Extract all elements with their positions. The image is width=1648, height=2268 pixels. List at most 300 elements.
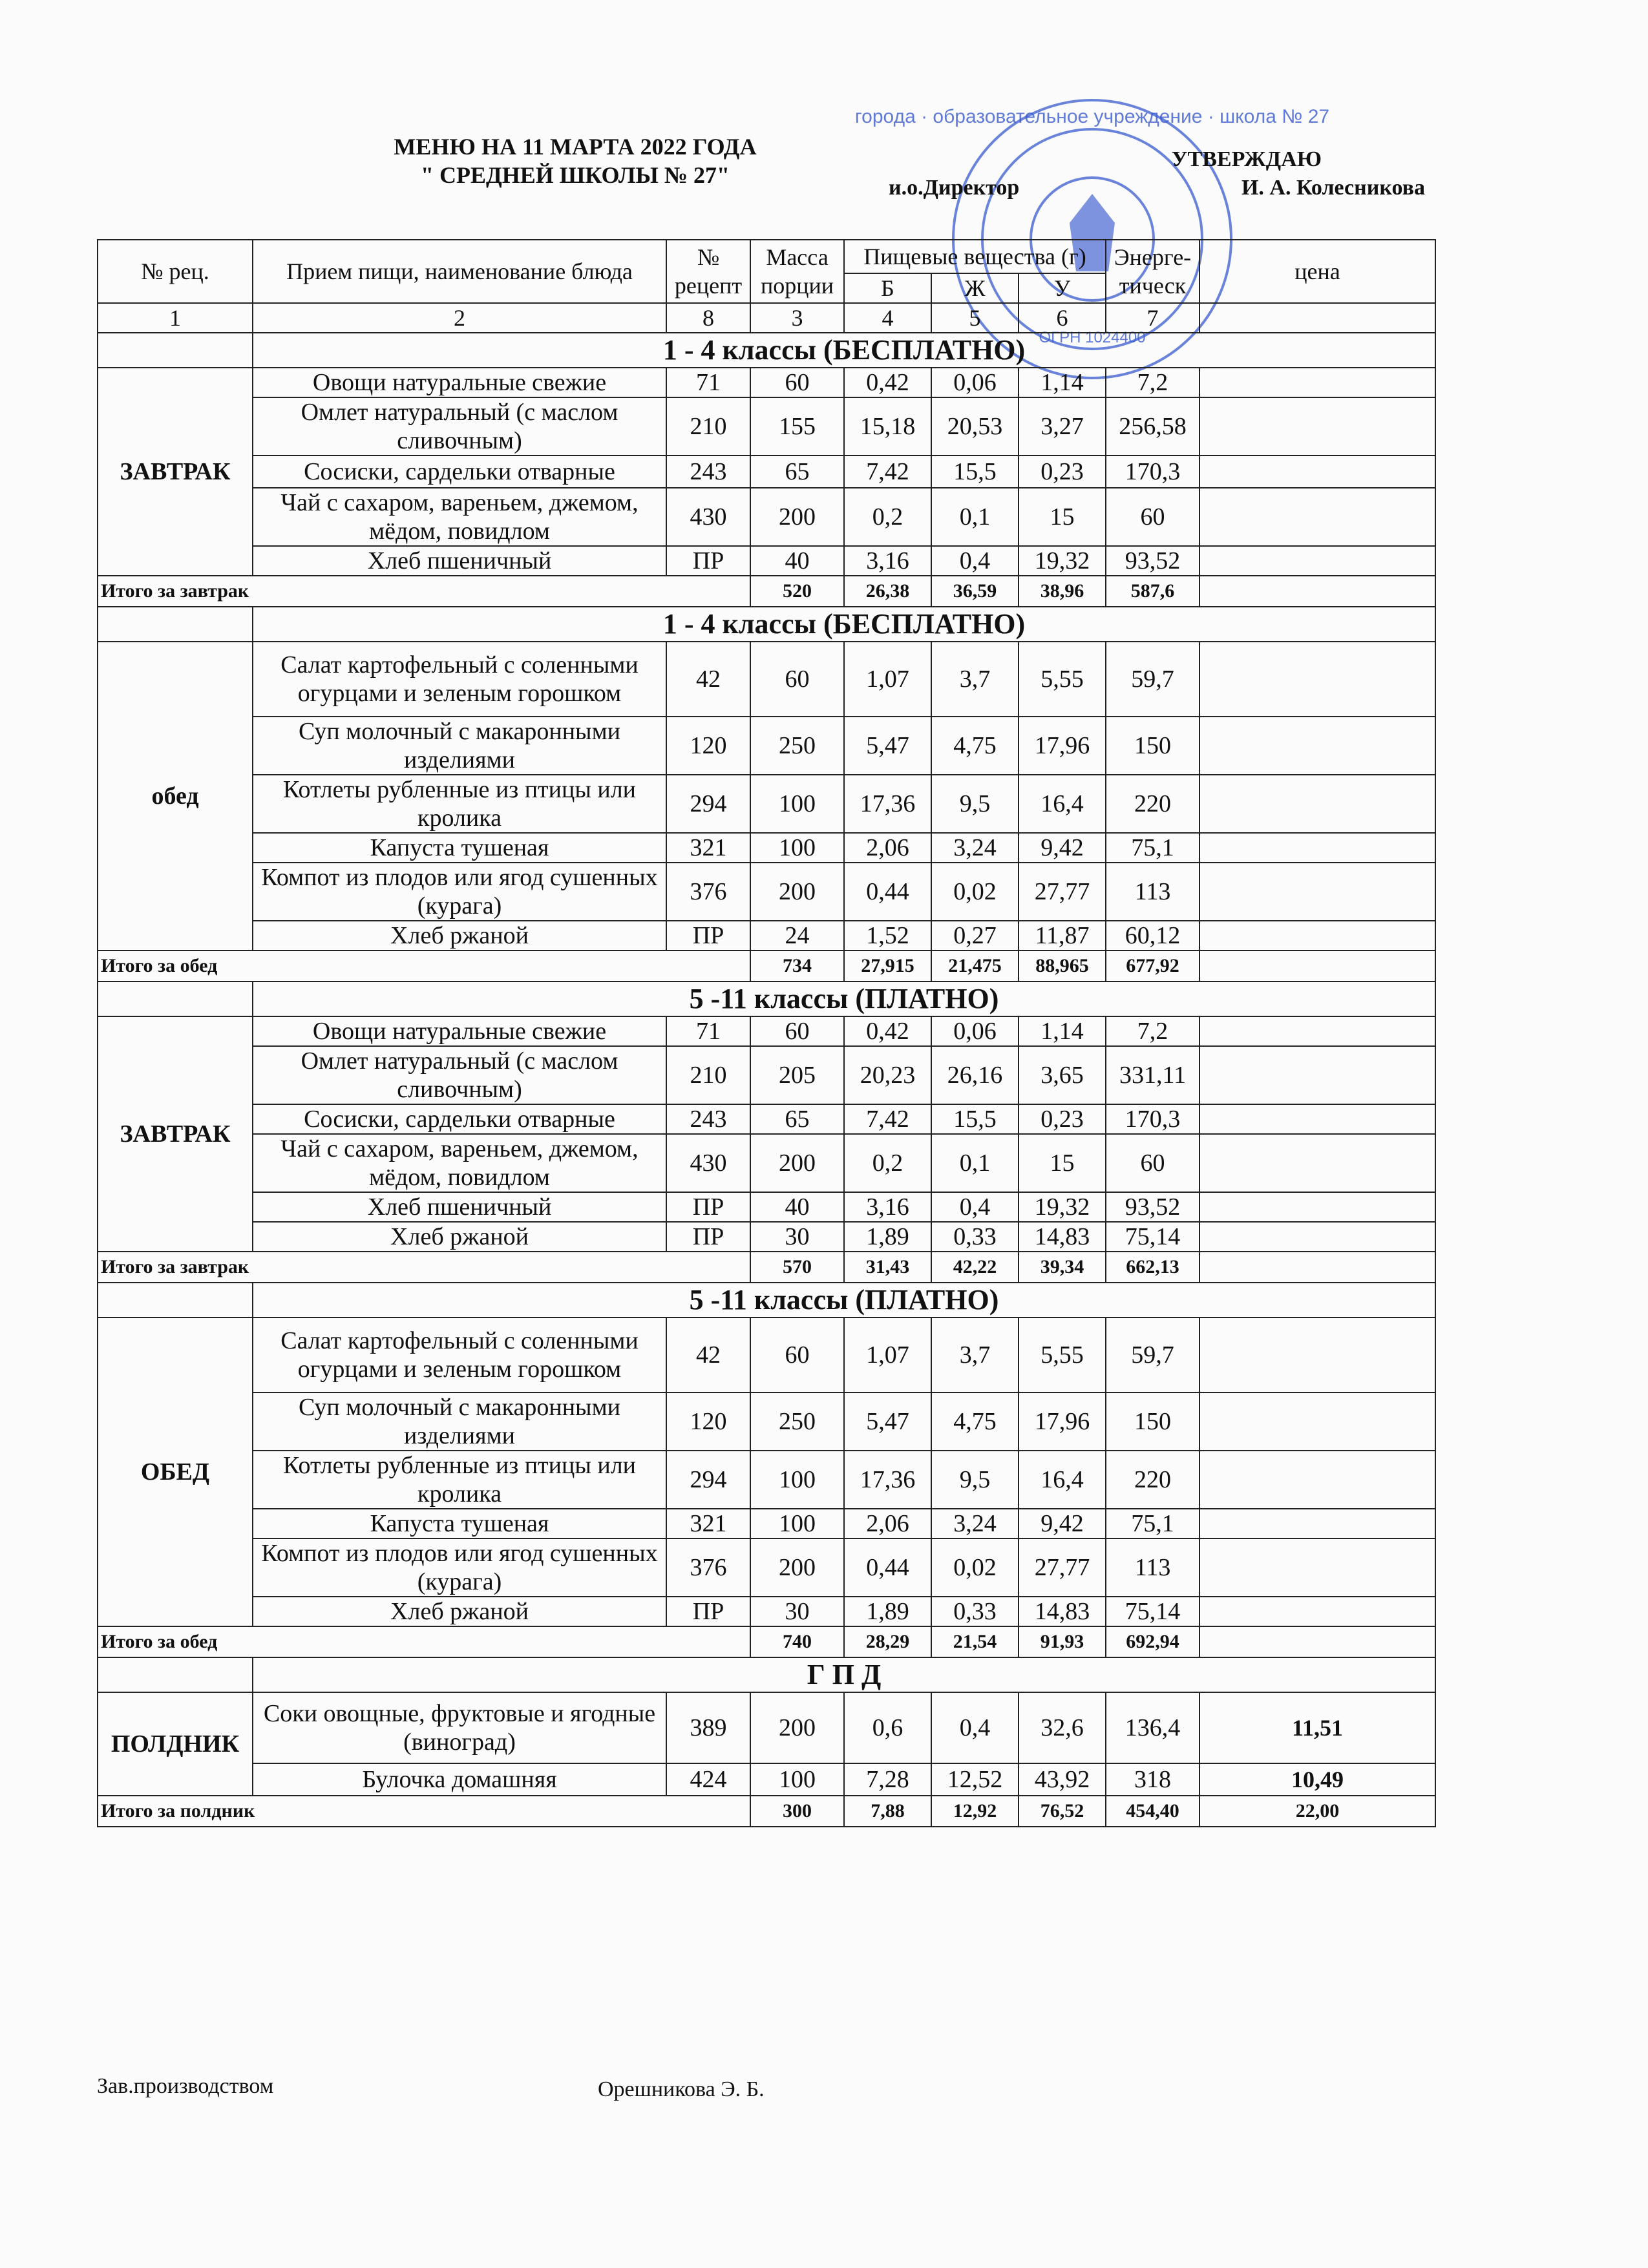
dish-name: Компот из плодов или ягод сушенных (курага): [253, 1538, 666, 1597]
cell-mass: 60: [750, 1318, 844, 1392]
cell-zh: 0,02: [931, 1538, 1019, 1597]
cell-zh: 0,4: [931, 1192, 1019, 1222]
cell-mass: 100: [750, 775, 844, 833]
cell-zh: 20,53: [931, 397, 1019, 456]
cell-zh: 0,4: [931, 1692, 1019, 1763]
cell-u: 14,83: [1019, 1222, 1106, 1252]
cell-u: 3,27: [1019, 397, 1106, 456]
footer-role: Зав.производством: [97, 2074, 274, 2098]
total-energy: 692,94: [1106, 1626, 1199, 1657]
dish-name: Хлеб пшеничный: [253, 1192, 666, 1222]
cell-recipe: 294: [666, 775, 750, 833]
cell-mass: 200: [750, 1134, 844, 1192]
col-index: 5: [931, 303, 1019, 333]
cell-b: 7,42: [844, 456, 931, 488]
cell-recipe: 389: [666, 1692, 750, 1763]
cell-mass: 30: [750, 1222, 844, 1252]
cell-price: [1199, 1192, 1435, 1222]
cell-zh: 0,33: [931, 1222, 1019, 1252]
menu-row: [98, 546, 1435, 576]
cell-b: 0,42: [844, 1016, 931, 1046]
dish-name: Хлеб ржаной: [253, 921, 666, 950]
total-b: 31,43: [844, 1252, 931, 1283]
cell-zh: 0,06: [931, 368, 1019, 397]
col-index: 6: [1019, 303, 1106, 333]
cell-mass: 100: [750, 1451, 844, 1509]
menu-row: [98, 642, 1435, 717]
total-zh: 21,475: [931, 950, 1019, 982]
total-mass: 740: [750, 1626, 844, 1657]
total-row: [98, 1796, 1435, 1827]
total-energy: 587,6: [1106, 576, 1199, 607]
cell-mass: 200: [750, 488, 844, 546]
cell-b: 1,89: [844, 1597, 931, 1626]
section-spacer: [98, 1283, 253, 1318]
cell-zh: 0,1: [931, 1134, 1019, 1192]
dish-name: Котлеты рубленные из птицы или кролика: [253, 775, 666, 833]
cell-zh: 0,1: [931, 488, 1019, 546]
director-label: и.о.Директор: [889, 176, 1020, 200]
cell-recipe: 120: [666, 1392, 750, 1451]
cell-zh: 3,7: [931, 1318, 1019, 1392]
menu-row: [98, 1451, 1435, 1509]
cell-energy: 75,14: [1106, 1222, 1199, 1252]
col-header-nutrients: Пищевые вещества (г): [844, 240, 1106, 273]
approve-label: УТВЕРЖДАЮ: [1171, 147, 1322, 171]
col-index: 2: [253, 303, 666, 333]
menu-row: [98, 1318, 1435, 1392]
cell-price: [1199, 642, 1435, 717]
cell-b: 1,07: [844, 1318, 931, 1392]
col-header-u: У: [1019, 273, 1106, 303]
cell-b: 5,47: [844, 1392, 931, 1451]
total-energy: 677,92: [1106, 950, 1199, 982]
cell-u: 15: [1019, 488, 1106, 546]
menu-row: [98, 1222, 1435, 1252]
total-zh: 21,54: [931, 1626, 1019, 1657]
menu-row: [98, 1597, 1435, 1626]
dish-name: Хлеб ржаной: [253, 1222, 666, 1252]
menu-row: [98, 456, 1435, 488]
cell-recipe: 243: [666, 1104, 750, 1134]
cell-b: 20,23: [844, 1046, 931, 1104]
total-u: 38,96: [1019, 576, 1106, 607]
cell-u: 0,23: [1019, 456, 1106, 488]
cell-price: [1199, 833, 1435, 863]
cell-u: 0,23: [1019, 1104, 1106, 1134]
cell-recipe: 376: [666, 1538, 750, 1597]
cell-price: [1199, 1451, 1435, 1509]
stamp-ogrn: ОГРН 1024400: [1039, 329, 1146, 346]
total-label: Итого за завтрак: [98, 1252, 750, 1283]
cell-price: [1199, 717, 1435, 775]
cell-u: 11,87: [1019, 921, 1106, 950]
cell-energy: 113: [1106, 863, 1199, 921]
cell-recipe: 243: [666, 456, 750, 488]
cell-u: 16,4: [1019, 1451, 1106, 1509]
cell-recipe: 120: [666, 717, 750, 775]
cell-u: 17,96: [1019, 1392, 1106, 1451]
cell-mass: 40: [750, 1192, 844, 1222]
col-header-recipe: № рецепт: [666, 240, 750, 303]
section-title: Г П Д: [253, 1657, 1435, 1692]
cell-b: 0,44: [844, 863, 931, 921]
cell-price: [1199, 1016, 1435, 1046]
dish-name: Омлет натуральный (с маслом сливочным): [253, 1046, 666, 1104]
stamp-ring-text: города · образовательное учреждение · школа № 27: [854, 106, 1330, 127]
menu-row: [98, 397, 1435, 456]
col-index: 8: [666, 303, 750, 333]
cell-u: 3,65: [1019, 1046, 1106, 1104]
menu-row: [98, 717, 1435, 775]
cell-energy: 60: [1106, 1134, 1199, 1192]
total-b: 26,38: [844, 576, 931, 607]
cell-price: [1199, 1392, 1435, 1451]
cell-price: [1199, 775, 1435, 833]
cell-energy: 93,52: [1106, 1192, 1199, 1222]
col-header-price: цена: [1199, 240, 1435, 303]
total-price: 22,00: [1199, 1796, 1435, 1827]
total-price: [1199, 576, 1435, 607]
cell-energy: 220: [1106, 775, 1199, 833]
cell-energy: 331,11: [1106, 1046, 1199, 1104]
dish-name: Овощи натуральные свежие: [253, 1016, 666, 1046]
cell-energy: 7,2: [1106, 1016, 1199, 1046]
cell-b: 7,28: [844, 1763, 931, 1796]
menu-row: [98, 368, 1435, 397]
cell-zh: 0,02: [931, 863, 1019, 921]
menu-title: [349, 132, 801, 189]
cell-zh: 4,75: [931, 717, 1019, 775]
cell-recipe: 210: [666, 1046, 750, 1104]
cell-price: [1199, 1134, 1435, 1192]
cell-mass: 100: [750, 1763, 844, 1796]
total-u: 88,965: [1019, 950, 1106, 982]
cell-recipe: 71: [666, 368, 750, 397]
total-zh: 42,22: [931, 1252, 1019, 1283]
cell-zh: 0,4: [931, 546, 1019, 576]
section-spacer: [98, 1657, 253, 1692]
meal-label: ЗАВТРАК: [98, 368, 253, 576]
cell-recipe: 321: [666, 1509, 750, 1538]
cell-zh: 12,52: [931, 1763, 1019, 1796]
cell-zh: 0,27: [931, 921, 1019, 950]
dish-name: Омлет натуральный (с маслом сливочным): [253, 397, 666, 456]
cell-b: 15,18: [844, 397, 931, 456]
cell-price: [1199, 1509, 1435, 1538]
cell-zh: 3,7: [931, 642, 1019, 717]
cell-zh: 9,5: [931, 775, 1019, 833]
total-u: 91,93: [1019, 1626, 1106, 1657]
cell-energy: 7,2: [1106, 368, 1199, 397]
cell-recipe: 294: [666, 1451, 750, 1509]
cell-u: 27,77: [1019, 1538, 1106, 1597]
total-row: [98, 1252, 1435, 1283]
cell-u: 19,32: [1019, 1192, 1106, 1222]
cell-b: 1,52: [844, 921, 931, 950]
cell-price: [1199, 397, 1435, 456]
cell-recipe: 42: [666, 1318, 750, 1392]
dish-name: Булочка домашняя: [253, 1763, 666, 1796]
menu-row: [98, 1763, 1435, 1796]
total-label: Итого за обед: [98, 950, 750, 982]
dish-name: Суп молочный с макаронными изделиями: [253, 717, 666, 775]
section-spacer: [98, 982, 253, 1016]
title-line-2: " СРЕДНЕЙ ШКОЛЫ № 27": [420, 162, 730, 188]
menu-row: [98, 1692, 1435, 1763]
cell-price: [1199, 921, 1435, 950]
cell-price: [1199, 1104, 1435, 1134]
cell-energy: 75,1: [1106, 833, 1199, 863]
dish-name: Капуста тушеная: [253, 1509, 666, 1538]
cell-energy: 220: [1106, 1451, 1199, 1509]
menu-row: [98, 1538, 1435, 1597]
cell-recipe: 71: [666, 1016, 750, 1046]
cell-energy: 170,3: [1106, 456, 1199, 488]
total-price: [1199, 1252, 1435, 1283]
cell-u: 5,55: [1019, 642, 1106, 717]
cell-energy: 256,58: [1106, 397, 1199, 456]
menu-row: [98, 488, 1435, 546]
menu-row: [98, 1392, 1435, 1451]
col-index: 1: [98, 303, 253, 333]
cell-b: 7,42: [844, 1104, 931, 1134]
cell-energy: 59,7: [1106, 642, 1199, 717]
cell-u: 1,14: [1019, 1016, 1106, 1046]
total-label: Итого за завтрак: [98, 576, 750, 607]
cell-recipe: 210: [666, 397, 750, 456]
cell-recipe: ПР: [666, 1192, 750, 1222]
cell-recipe: 42: [666, 642, 750, 717]
cell-price: [1199, 863, 1435, 921]
col-index: 7: [1106, 303, 1199, 333]
cell-mass: 40: [750, 546, 844, 576]
cell-energy: 75,1: [1106, 1509, 1199, 1538]
total-energy: 662,13: [1106, 1252, 1199, 1283]
cell-energy: 170,3: [1106, 1104, 1199, 1134]
cell-recipe: ПР: [666, 1597, 750, 1626]
section-spacer: [98, 607, 253, 642]
dish-name: Чай с сахаром, вареньем, джемом, мёдом, повидлом: [253, 488, 666, 546]
cell-price: [1199, 1318, 1435, 1392]
cell-u: 14,83: [1019, 1597, 1106, 1626]
cell-energy: 150: [1106, 717, 1199, 775]
col-index: 4: [844, 303, 931, 333]
menu-table: [97, 239, 1436, 1827]
cell-zh: 26,16: [931, 1046, 1019, 1104]
cell-mass: 65: [750, 1104, 844, 1134]
menu-row: [98, 775, 1435, 833]
cell-energy: 318: [1106, 1763, 1199, 1796]
menu-row: [98, 1104, 1435, 1134]
cell-b: 1,07: [844, 642, 931, 717]
cell-price: [1199, 488, 1435, 546]
col-index: 3: [750, 303, 844, 333]
section-title: 5 -11 классы (ПЛАТНО): [253, 1283, 1435, 1318]
cell-price: [1199, 1046, 1435, 1104]
section-title: 1 - 4 классы (БЕСПЛАТНО): [253, 607, 1435, 642]
total-mass: 570: [750, 1252, 844, 1283]
cell-b: 2,06: [844, 1509, 931, 1538]
cell-b: 0,44: [844, 1538, 931, 1597]
cell-b: 1,89: [844, 1222, 931, 1252]
total-b: 28,29: [844, 1626, 931, 1657]
cell-b: 3,16: [844, 546, 931, 576]
dish-name: Компот из плодов или ягод сушенных (курага): [253, 863, 666, 921]
cell-mass: 65: [750, 456, 844, 488]
cell-recipe: ПР: [666, 1222, 750, 1252]
total-mass: 520: [750, 576, 844, 607]
total-row: [98, 1626, 1435, 1657]
cell-u: 9,42: [1019, 833, 1106, 863]
cell-price: [1199, 456, 1435, 488]
dish-name: Сосиски, сардельки отварные: [253, 456, 666, 488]
cell-recipe: 430: [666, 1134, 750, 1192]
cell-u: 17,96: [1019, 717, 1106, 775]
cell-price: 10,49: [1199, 1763, 1435, 1796]
menu-row: [98, 921, 1435, 950]
cell-u: 5,55: [1019, 1318, 1106, 1392]
dish-name: Салат картофельный с соленными огурцами и зеленым горошком: [253, 642, 666, 717]
meal-label: ОБЕД: [98, 1318, 253, 1626]
menu-row: [98, 1509, 1435, 1538]
cell-u: 27,77: [1019, 863, 1106, 921]
col-header-dish: Прием пищи, наименование блюда: [253, 240, 666, 303]
cell-mass: 100: [750, 1509, 844, 1538]
dish-name: Соки овощные, фруктовые и ягодные (виноград): [253, 1692, 666, 1763]
total-b: 7,88: [844, 1796, 931, 1827]
meal-label: ЗАВТРАК: [98, 1016, 253, 1252]
total-label: Итого за обед: [98, 1626, 750, 1657]
total-price: [1199, 1626, 1435, 1657]
cell-price: 11,51: [1199, 1692, 1435, 1763]
total-u: 76,52: [1019, 1796, 1106, 1827]
cell-recipe: 321: [666, 833, 750, 863]
section-title: 1 - 4 классы (БЕСПЛАТНО): [253, 333, 1435, 368]
col-header-b: Б: [844, 273, 931, 303]
menu-row: [98, 1046, 1435, 1104]
cell-recipe: 424: [666, 1763, 750, 1796]
dish-name: Овощи натуральные свежие: [253, 368, 666, 397]
total-mass: 300: [750, 1796, 844, 1827]
total-energy: 454,40: [1106, 1796, 1199, 1827]
cell-price: [1199, 368, 1435, 397]
cell-mass: 24: [750, 921, 844, 950]
total-zh: 12,92: [931, 1796, 1019, 1827]
dish-name: Чай с сахаром, вареньем, джемом, мёдом, повидлом: [253, 1134, 666, 1192]
cell-mass: 200: [750, 1692, 844, 1763]
dish-name: Капуста тушеная: [253, 833, 666, 863]
cell-b: 3,16: [844, 1192, 931, 1222]
total-mass: 734: [750, 950, 844, 982]
cell-b: 2,06: [844, 833, 931, 863]
menu-row: [98, 1192, 1435, 1222]
cell-mass: 30: [750, 1597, 844, 1626]
cell-mass: 200: [750, 863, 844, 921]
cell-b: 0,2: [844, 1134, 931, 1192]
cell-energy: 136,4: [1106, 1692, 1199, 1763]
cell-energy: 93,52: [1106, 546, 1199, 576]
cell-mass: 250: [750, 717, 844, 775]
cell-mass: 155: [750, 397, 844, 456]
col-header-mass: Масса порции: [750, 240, 844, 303]
menu-row: [98, 1134, 1435, 1192]
col-header-energy: Энерге-тическ: [1106, 240, 1199, 303]
col-header-zh: Ж: [931, 273, 1019, 303]
cell-mass: 250: [750, 1392, 844, 1451]
cell-mass: 60: [750, 642, 844, 717]
cell-b: 17,36: [844, 1451, 931, 1509]
total-zh: 36,59: [931, 576, 1019, 607]
cell-energy: 150: [1106, 1392, 1199, 1451]
cell-u: 9,42: [1019, 1509, 1106, 1538]
cell-mass: 60: [750, 1016, 844, 1046]
total-b: 27,915: [844, 950, 931, 982]
cell-energy: 60: [1106, 488, 1199, 546]
cell-b: 17,36: [844, 775, 931, 833]
menu-row: [98, 833, 1435, 863]
dish-name: Хлеб пшеничный: [253, 546, 666, 576]
title-line-1: МЕНЮ НА 11 МАРТА 2022 ГОДА: [394, 134, 757, 160]
dish-name: Сосиски, сардельки отварные: [253, 1104, 666, 1134]
total-u: 39,34: [1019, 1252, 1106, 1283]
director-name: И. А. Колесникова: [1241, 176, 1425, 200]
cell-recipe: 430: [666, 488, 750, 546]
menu-row: [98, 863, 1435, 921]
cell-b: 0,42: [844, 368, 931, 397]
cell-u: 15: [1019, 1134, 1106, 1192]
cell-mass: 200: [750, 1538, 844, 1597]
cell-mass: 205: [750, 1046, 844, 1104]
cell-energy: 60,12: [1106, 921, 1199, 950]
cell-mass: 60: [750, 368, 844, 397]
cell-u: 1,14: [1019, 368, 1106, 397]
meal-label: ПОЛДНИК: [98, 1692, 253, 1796]
cell-recipe: ПР: [666, 921, 750, 950]
meal-label: обед: [98, 642, 253, 950]
cell-energy: 113: [1106, 1538, 1199, 1597]
cell-b: 0,2: [844, 488, 931, 546]
cell-zh: 3,24: [931, 1509, 1019, 1538]
dish-name: Салат картофельный с соленными огурцами и зеленым горошком: [253, 1318, 666, 1392]
footer-name: Орешникова Э. Б.: [598, 2077, 765, 2101]
cell-recipe: 376: [666, 863, 750, 921]
cell-energy: 59,7: [1106, 1318, 1199, 1392]
menu-row: [98, 1016, 1435, 1046]
cell-zh: 0,33: [931, 1597, 1019, 1626]
cell-u: 32,6: [1019, 1692, 1106, 1763]
cell-price: [1199, 546, 1435, 576]
cell-u: 19,32: [1019, 546, 1106, 576]
dish-name: Хлеб ржаной: [253, 1597, 666, 1626]
section-title: 5 -11 классы (ПЛАТНО): [253, 982, 1435, 1016]
dish-name: Суп молочный с макаронными изделиями: [253, 1392, 666, 1451]
cell-zh: 9,5: [931, 1451, 1019, 1509]
cell-zh: 3,24: [931, 833, 1019, 863]
cell-energy: 75,14: [1106, 1597, 1199, 1626]
total-price: [1199, 950, 1435, 982]
cell-u: 43,92: [1019, 1763, 1106, 1796]
section-spacer: [98, 333, 253, 368]
cell-zh: 0,06: [931, 1016, 1019, 1046]
cell-b: 0,6: [844, 1692, 931, 1763]
cell-zh: 15,5: [931, 1104, 1019, 1134]
total-label: Итого за полдник: [98, 1796, 750, 1827]
cell-zh: 15,5: [931, 456, 1019, 488]
cell-price: [1199, 1597, 1435, 1626]
cell-price: [1199, 1222, 1435, 1252]
cell-b: 5,47: [844, 717, 931, 775]
